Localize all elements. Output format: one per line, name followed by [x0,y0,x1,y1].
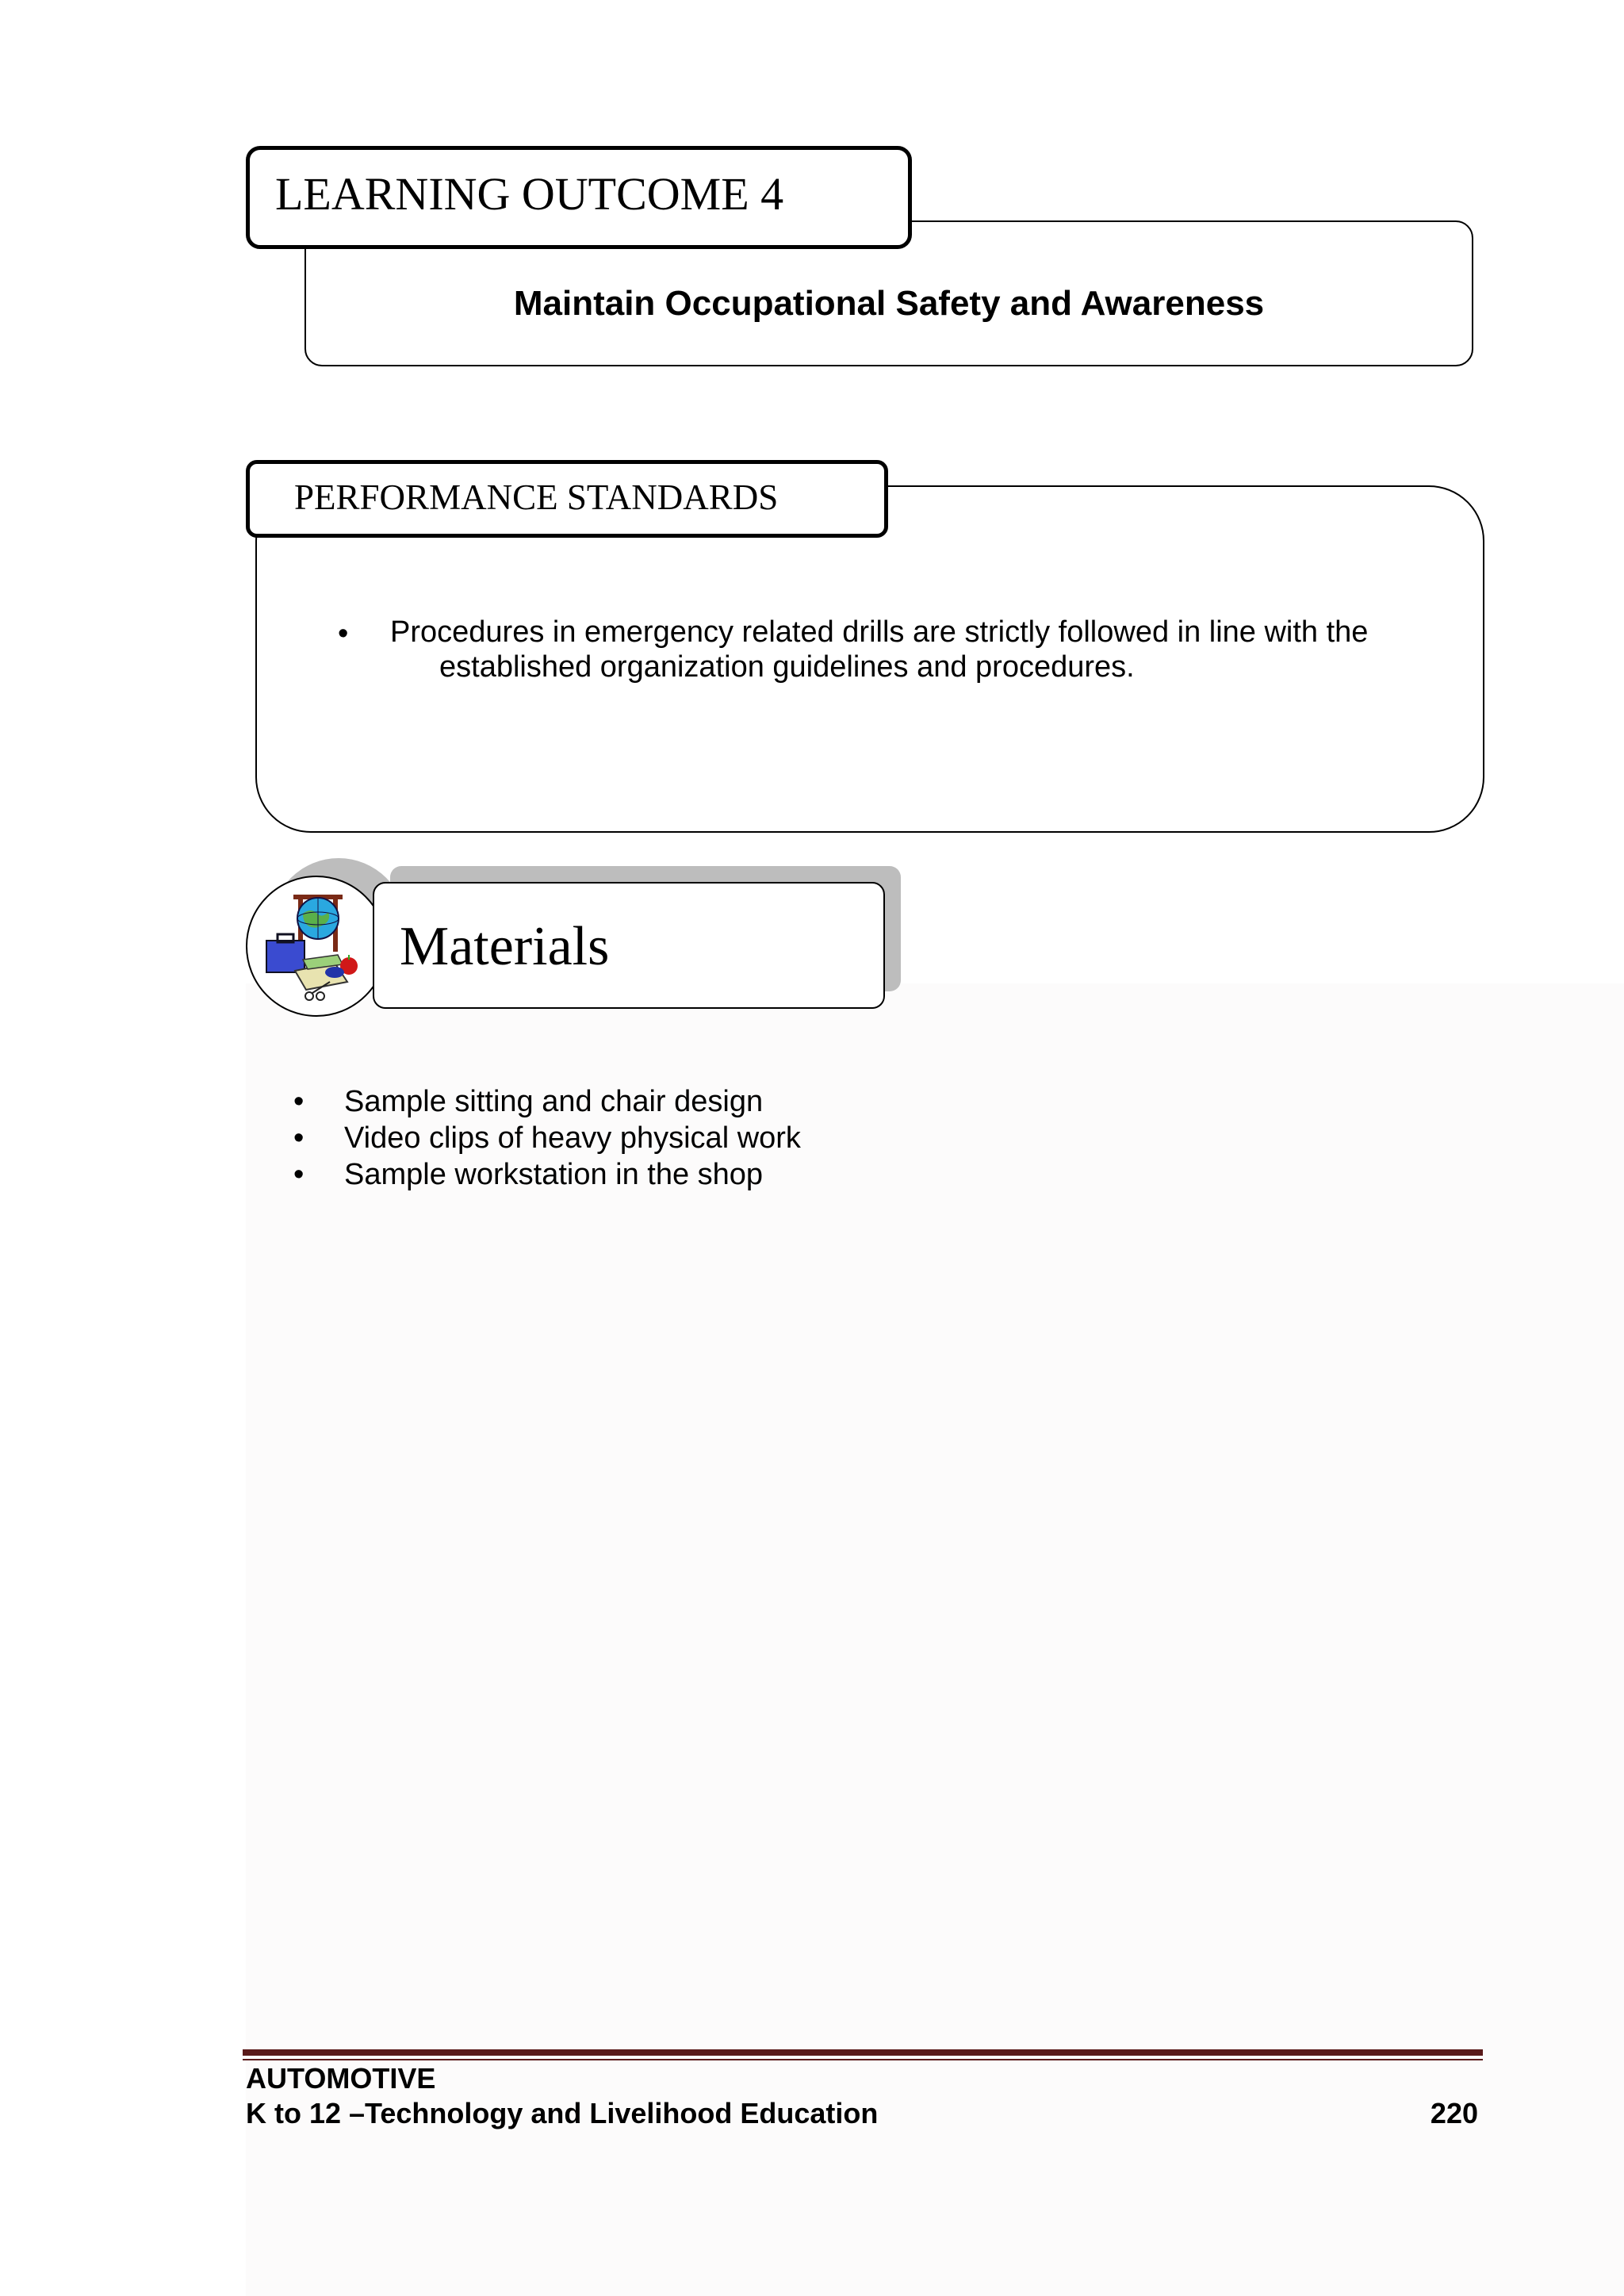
performance-standard-text-line1: Procedures in emergency related drills are strictly followed in line with the [390,615,1369,649]
bullet-icon: • [293,1085,304,1118]
performance-standard-text-line2: established organization guidelines and procedures. [439,650,1135,684]
materials-header-box [373,882,885,1009]
list-item [293,1121,801,1158]
footer-subject: AUTOMOTIVE [246,2062,436,2095]
footer-course: K to 12 –Technology and Livelihood Education [246,2097,879,2129]
footer-divider-thin [243,2059,1483,2060]
globe-and-tools-icon [246,876,387,1017]
list-item-text: Video clips of heavy physical work [344,1121,801,1155]
footer-divider [243,2049,1483,2056]
learning-outcome-tab [246,146,912,249]
bullet-icon: • [293,1121,304,1155]
performance-standards-tab [246,460,888,538]
performance-standards-title: PERFORMANCE STANDARDS [294,477,779,517]
list-item [293,1158,801,1194]
learning-outcome-subtitle: Maintain Occupational Safety and Awareness [513,284,1265,323]
learning-outcome-title: LEARNING OUTCOME 4 [275,168,784,220]
list-item-text: Sample sitting and chair design [344,1085,764,1118]
page-number: 220 [1430,2097,1478,2129]
list-item-text: Sample workstation in the shop [344,1158,764,1191]
materials-title: Materials [400,916,610,977]
list-item [293,1085,801,1121]
materials-list [293,1085,801,1194]
bullet-icon: • [338,617,349,650]
bullet-icon: • [293,1158,304,1191]
